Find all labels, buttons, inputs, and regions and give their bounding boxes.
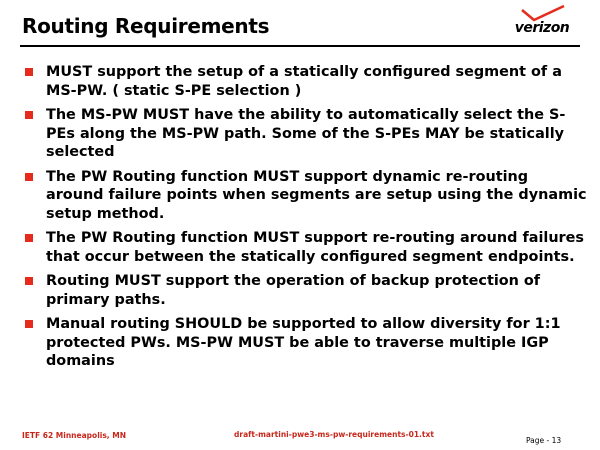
bullet-square-icon bbox=[25, 277, 33, 285]
verizon-logo bbox=[508, 4, 576, 44]
slide-title: Routing Requirements bbox=[22, 14, 270, 38]
bullet-square-icon bbox=[25, 320, 33, 328]
bullet-item bbox=[24, 63, 590, 100]
bullet-text: Manual routing SHOULD be supported to allow diversity for 1:1 protected PWs. MS-PW MUST be able to traverse multiple IGP domains bbox=[46, 316, 561, 369]
title-divider bbox=[20, 45, 580, 47]
bullet-square-icon bbox=[25, 173, 33, 181]
bullet-square-icon bbox=[25, 234, 33, 242]
bullet-text: The PW Routing function MUST support re-routing around failures that occur between the statically configured segment endpoints. bbox=[46, 230, 584, 265]
footer-venue: IETF 62 Minneapolis, MN bbox=[22, 431, 127, 440]
bullet-item bbox=[24, 272, 590, 309]
page-number: Page - 13 bbox=[526, 436, 562, 445]
logo-wordmark: verizon bbox=[514, 20, 570, 36]
bullet-item bbox=[24, 106, 590, 162]
footer-draft-name: draft-martini-pwe3-ms-pw-requirements-01.txt bbox=[234, 430, 434, 439]
bullet-text: Routing MUST support the operation of backup protection of primary paths. bbox=[46, 273, 541, 308]
bullet-item bbox=[24, 229, 590, 266]
bullet-text: The PW Routing function MUST support dynamic re-routing around failure points when segments are setup using the dynamic setup method. bbox=[46, 168, 587, 222]
bullet-list bbox=[24, 63, 590, 377]
bullet-square-icon bbox=[25, 111, 33, 119]
bullet-item bbox=[24, 168, 590, 224]
bullet-square-icon bbox=[25, 68, 33, 76]
bullet-text: MUST support the setup of a statically configured segment of a MS-PW. ( static S-PE selection ) bbox=[46, 64, 562, 99]
bullet-text: The MS-PW MUST have the ability to automatically select the S-PEs along the MS-PW path. Some of the S-PEs MAY be statically selected bbox=[46, 107, 566, 160]
bullet-item bbox=[24, 315, 590, 371]
